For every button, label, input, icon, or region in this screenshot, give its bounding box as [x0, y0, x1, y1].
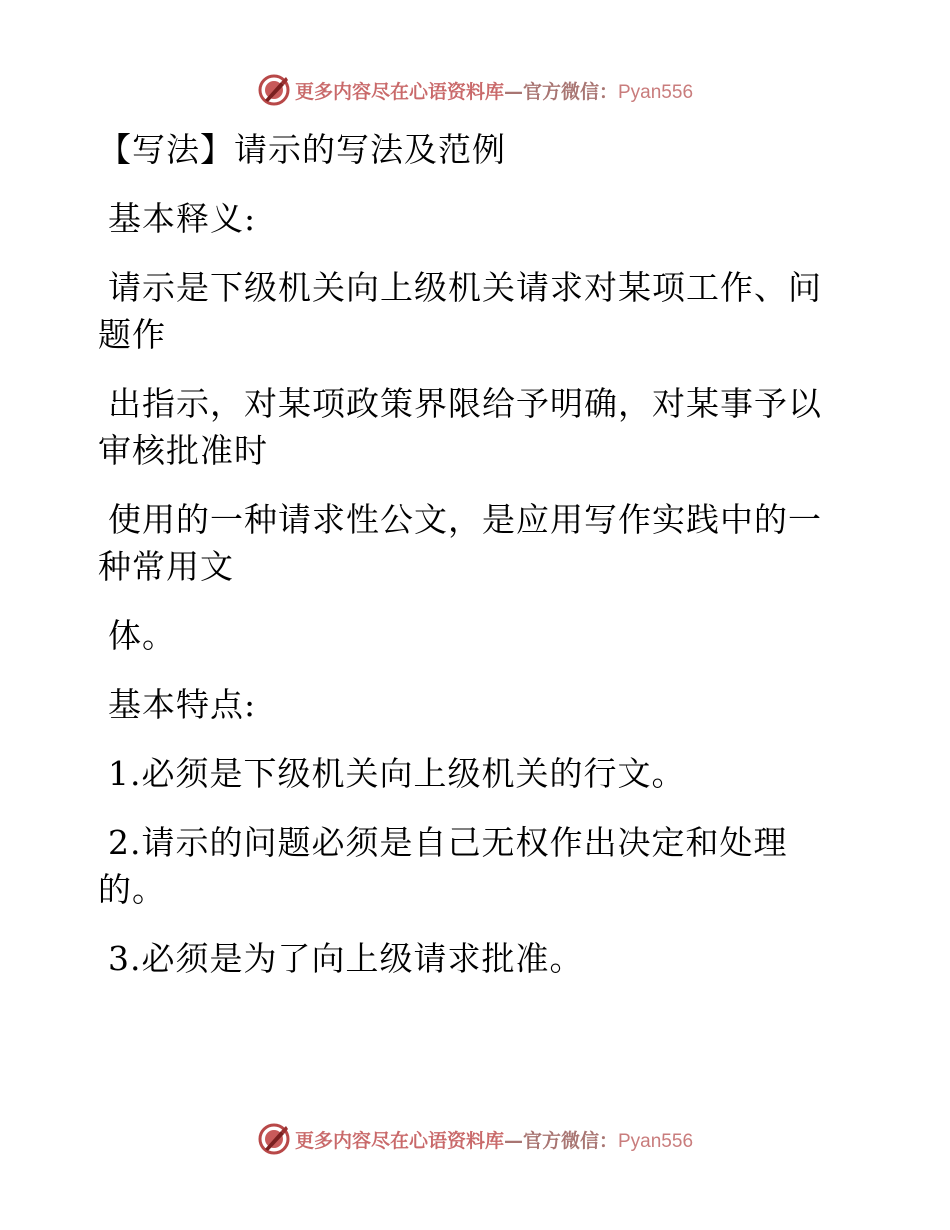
- paragraph-line: 请示是下级机关向上级机关请求对某项工作、问: [108, 268, 822, 307]
- paragraph-line: 出指示，对某项政策界限给予明确，对某事予以: [108, 384, 822, 423]
- footer-banner: [0, 1119, 950, 1159]
- header-banner: [0, 70, 950, 110]
- pen-logo-icon: [257, 1122, 291, 1156]
- banner-wechat-id: Pyan556: [618, 1130, 694, 1152]
- paragraph-line: 使用的一种请求性公文，是应用写作实践中的一: [108, 500, 822, 539]
- banner-wechat-id: Pyan556: [618, 81, 694, 103]
- paragraph-line: 审核批准时: [98, 431, 268, 470]
- banner-dash-text: —官方微信：: [503, 80, 618, 103]
- paragraph-line: 题作: [98, 315, 166, 354]
- section-heading-definition: 基本释义:: [108, 199, 257, 238]
- section-heading-features: 基本特点:: [108, 685, 257, 724]
- list-item: 2.请示的问题必须是自己无权作出决定和处理: [108, 823, 788, 862]
- banner-text: [295, 77, 693, 104]
- document-title: 【写法】请示的写法及范例: [98, 130, 506, 169]
- list-item: 3.必须是为了向上级请求批准。: [108, 939, 584, 978]
- pen-logo-icon: [257, 73, 291, 107]
- list-item-continuation: 的。: [98, 870, 166, 909]
- banner-text: [295, 1126, 693, 1153]
- banner-main-text: 更多内容尽在心语资料库: [294, 80, 504, 103]
- paragraph-line: 体。: [108, 616, 176, 655]
- document-body: [98, 126, 858, 982]
- list-item: 1.必须是下级机关向上级机关的行文。: [108, 754, 686, 793]
- banner-dash-text: —官方微信：: [503, 1129, 618, 1152]
- paragraph-line: 种常用文: [98, 547, 234, 586]
- banner-main-text: 更多内容尽在心语资料库: [294, 1129, 504, 1152]
